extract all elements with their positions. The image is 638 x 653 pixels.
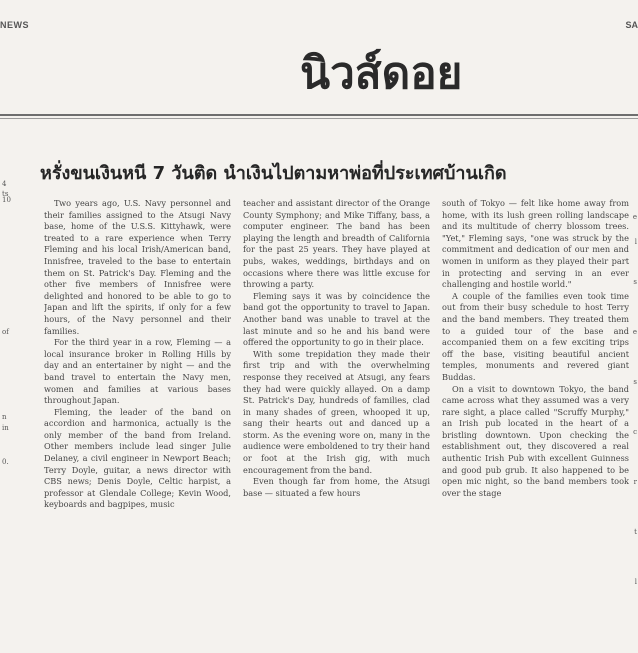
right-margin-mark: r	[633, 478, 637, 486]
right-margin-mark: l	[634, 238, 637, 246]
right-margin-mark: t	[634, 528, 637, 536]
right-margin-mark: e	[632, 213, 637, 221]
article-column-3	[442, 198, 629, 638]
article-paragraph: For the third year in a row, Fleming — a local insurance broker in Rolling Hills by day and an entertainer by night — and the band travel to entertain the Navy men, women and families at various bases throughout Japan.	[44, 337, 231, 406]
left-margin-strip	[0, 128, 12, 638]
right-margin-strip	[628, 128, 638, 638]
left-margin-mark: of	[2, 328, 9, 336]
left-margin-mark: 10	[2, 196, 11, 204]
article-headline: หรั่งขนเงินหนี 7 วันติด นำเงินไปตามหาพ่อที่ประเทศบ้านเกิด	[40, 163, 507, 184]
right-margin-mark: l	[634, 578, 637, 586]
right-margin-mark: e	[632, 328, 637, 336]
article-paragraph: Fleming says it was by coincidence the band got the opportunity to travel to Japan. Another band was unable to travel at the last minute and so he and his band were offered the opportunity to go in their place.	[243, 290, 430, 348]
article-paragraph: On a visit to downtown Tokyo, the band came across what they assumed was a very rare sight, a place called "Scruffy Murphy," an Irish pub located in the heart of a bristling downtown. Upon checking the establishment out, they discovered a real authentic Irish Pub with excellent Guinness and good pub grub. It also happened to be open mic night, so the band members took over the stage	[442, 383, 629, 498]
article-paragraph: Even though far from home, the Atsugi base — situated a few hours	[243, 476, 430, 498]
article-body	[44, 198, 629, 638]
article-paragraph: A couple of the families even took time out from their busy schedule to host Terry and the band members. They treated them to a guided tour of the base and accompanied them on a few exciting trips off the base, visiting beautiful ancient temples, monuments and revered giant Buddas.	[442, 290, 629, 382]
article-paragraph: teacher and assistant director of the Orange County Symphony; and Mike Tiffany, bass, a computer engineer. The band has been playing the length and breadth of California for the past 25 years. They have played at pubs, wakes, weddings, birthdays and on occasions where there was little excuse for throwing a party.	[243, 198, 430, 290]
left-margin-mark: n	[2, 413, 7, 421]
article-paragraph: Fleming, the leader of the band on accordion and harmonica, actually is the only member of the band from Ireland. Other members include lead singer Julie Delaney, a civil engineer in Newport Beach; Terry Doyle, guitar, a news director with CBS news; Denis Doyle, Celtic harpist, a professor at Glendale College; Kevin Wood, keyboards and bagpipes, music	[44, 406, 231, 510]
masthead-rule-thin	[0, 118, 638, 119]
left-margin-mark: ts	[2, 190, 9, 198]
section-label-right: SA	[625, 20, 638, 30]
right-margin-mark: s	[633, 278, 637, 286]
left-margin-mark: in	[2, 424, 9, 432]
article-column-1	[44, 198, 231, 638]
left-margin-mark: 0.	[2, 458, 9, 466]
right-margin-mark: s	[633, 378, 637, 386]
masthead-rule	[0, 114, 638, 116]
section-label-left: NEWS	[0, 20, 29, 30]
article-paragraph: Two years ago, U.S. Navy personnel and their families assigned to the Atsugi Navy base, home of the U.S.S. Kittyhawk, were treated to a rare experience when Terry Fleming and his local Irish/American band, Innisfree, traveled to the base to entertain them on St. Patrick's Day. Fleming and the other five members of Innisfree were delighted and honored to be able to go to Japan and lift the spirits, if only for a few hours, of the Navy personnel and their families.	[44, 198, 231, 336]
article-paragraph: south of Tokyo — felt like home away from home, with its lush green rolling landscape and its multitude of cherry blossom trees. "Yet," Fleming says, "one was struck by the commitment and dedication of our men and women in uniform as they played their part in protecting and serving in an ever challenging and hostile world."	[442, 198, 629, 290]
left-margin-mark: 4	[2, 180, 7, 188]
article-column-2	[243, 198, 430, 638]
masthead-title: นิวส์ดอย	[300, 48, 463, 99]
right-margin-mark: c	[633, 428, 637, 436]
article-paragraph: With some trepidation they made their first trip and with the overwhelming response they received at Atsugi, any fears they had were quickly allayed. On a damp St. Patrick's Day, hundreds of families, clad in many shades of green, whooped it up, sang their hearts out and danced up a storm. As the evening wore on, many in the audience were emboldened to try their hand or foot at the Irish gig, with much encouragement from the band.	[243, 348, 430, 475]
